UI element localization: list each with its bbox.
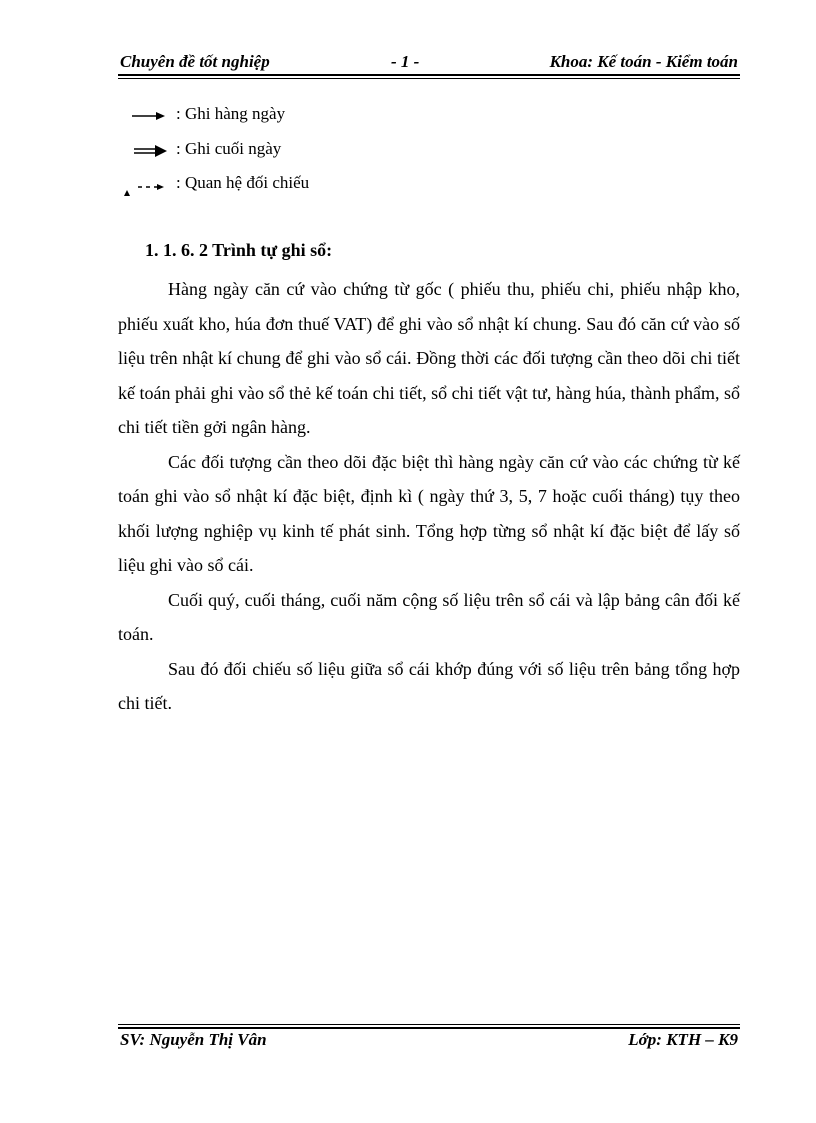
header-course-title: Chuyên đề tốt nghiệp	[120, 52, 270, 71]
legend-item-reconcile	[118, 173, 518, 197]
page-footer	[118, 1030, 740, 1054]
paragraph: Cuối quý, cuối tháng, cuối năm cộng số liệu trên sổ cái và lập bảng cân đối kế toán.	[118, 589, 740, 644]
footer-student-name: SV: Nguyễn Thị Vân	[120, 1030, 267, 1049]
legend-label-daily: : Ghi hàng ngày	[176, 104, 286, 123]
double-arrow-icon	[130, 143, 170, 159]
header-rule-thin	[118, 78, 740, 79]
page-header	[118, 50, 740, 74]
section-heading: 1. 1. 6. 2 Trình tự ghi sổ:	[145, 240, 333, 260]
header-faculty: Khoa: Kế toán - Kiểm toán	[549, 52, 738, 71]
header-rule-thick	[118, 74, 740, 76]
solid-arrow-icon	[130, 108, 170, 124]
footer-rule-thick	[118, 1027, 740, 1029]
section-body	[118, 272, 740, 721]
paragraph: Các đối tượng cần theo dõi đặc biệt thì hàng ngày căn cứ vào các chứng từ kế toán ghi vào sổ nhật kí đặc biệt, định kì ( ngày thứ 3, 5, 7 hoặc cuối tháng) tụy theo khối lượng nghiệp vụ kinh tế phát sinh. Tổng hợp từng sổ nhật kí đặc biệt để lấy số liệu ghi vào sổ cái.	[118, 451, 740, 575]
header-page-number: - 1 -	[391, 52, 420, 71]
legend-item-daily	[118, 104, 518, 128]
footer-class: Lớp: KTH – K9	[628, 1030, 738, 1049]
dashed-arrow-icon	[118, 175, 170, 197]
legend-label-reconcile: : Quan hệ đối chiếu	[176, 173, 310, 192]
footer-rule-thin	[118, 1024, 740, 1025]
paragraph: Sau đó đối chiếu số liệu giữa sổ cái khớp đúng với số liệu trên bảng tổng hợp chi tiết.	[118, 658, 740, 713]
legend-item-end-of-day	[118, 139, 518, 163]
legend-label-end-of-day: : Ghi cuối ngày	[176, 139, 282, 158]
paragraph: Hàng ngày căn cứ vào chứng từ gốc ( phiếu thu, phiếu chi, phiếu nhập kho, phiếu xuất kho, húa đơn thuế VAT) để ghi vào sổ nhật kí chung. Sau đó căn cứ vào số liệu trên nhật kí chung để ghi vào sổ cái. Đồng thời các đối tượng cần theo dõi chi tiết kế toán phải ghi vào sổ thẻ kế toán chi tiết, sổ chi tiết vật tư, hàng húa, thành phẩm, sổ chi tiết tiền gởi ngân hàng.	[118, 279, 740, 437]
